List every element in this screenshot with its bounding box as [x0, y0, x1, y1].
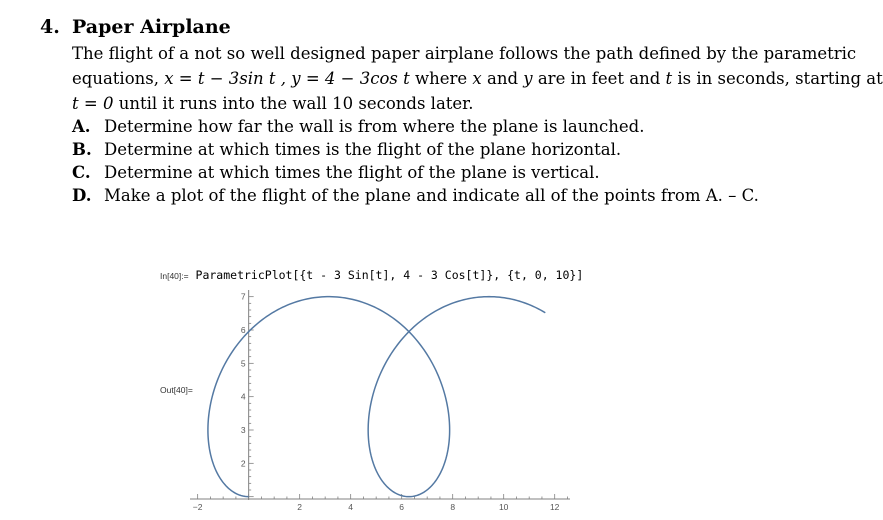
statement-text: equations, — [72, 69, 165, 88]
part-text: Determine at which times is the flight of the plane horizontal. — [104, 140, 622, 159]
statement-text: are in feet and — [532, 69, 666, 88]
plot-curve — [208, 297, 545, 497]
part-text: Make a plot of the flight of the plane and indicate all of the points from A. – C. — [104, 186, 759, 205]
x-tick-label: 12 — [549, 502, 560, 512]
x-tick-label: 2 — [297, 502, 303, 512]
part-letter: B. — [72, 140, 92, 159]
y-tick-label: 2 — [240, 458, 246, 469]
output-label: Out[40]= — [160, 385, 193, 395]
problem-title — [40, 16, 231, 38]
part-d — [72, 184, 862, 207]
problem-number: 4. — [40, 16, 60, 38]
part-text: Determine at which times the flight of the plane is vertical. — [104, 163, 600, 182]
parametric-plot — [190, 290, 570, 512]
y-tick-label: 6 — [240, 325, 246, 335]
y-tick-label: 7 — [240, 291, 246, 302]
x-tick-label: 10 — [498, 502, 509, 512]
statement-text: where — [409, 69, 473, 88]
part-letter: C. — [72, 163, 91, 182]
variable-x: x — [472, 69, 482, 88]
y-tick-label: 5 — [240, 358, 246, 369]
x-tick-label: 6 — [399, 502, 405, 512]
statement-line-1: The flight of a not so well designed paper airplane follows the path defined by the parametric — [72, 44, 857, 63]
variable-t: t — [665, 69, 673, 88]
part-b — [72, 138, 862, 161]
problem-parts — [72, 115, 862, 207]
y-tick-label: 4 — [240, 391, 246, 402]
x-tick-label: −2 — [192, 502, 203, 512]
x-tick-label: 8 — [450, 502, 456, 512]
statement-text: until it runs into the wall 10 seconds later. — [113, 94, 474, 113]
equation-t0: t = 0 — [72, 94, 114, 113]
part-a — [72, 115, 862, 138]
x-tick-label: 4 — [348, 502, 354, 512]
part-text: Determine how far the wall is from where the plane is launched. — [104, 117, 645, 136]
equation-y: y = 4 − 3cos t — [291, 69, 410, 88]
statement-line-3 — [72, 91, 862, 116]
statement-line-2 — [72, 66, 883, 91]
equation-x: x = t − 3sin t , — [164, 69, 287, 88]
input-code: ParametricPlot[{t - 3 Sin[t], 4 - 3 Cos[t]}, {t, 0, 10}] — [195, 268, 584, 282]
problem-title-text: Paper Airplane — [72, 16, 231, 38]
statement-text: and — [481, 69, 524, 88]
input-label: In[40]:= — [160, 271, 189, 281]
problem-statement — [72, 41, 883, 116]
mathematica-input — [160, 268, 583, 282]
part-letter: D. — [72, 186, 92, 205]
part-letter: A. — [72, 117, 91, 136]
y-tick-label: 3 — [240, 425, 246, 435]
variable-y: y — [523, 69, 533, 88]
statement-text: is in seconds, starting at — [672, 69, 883, 88]
part-c — [72, 161, 862, 184]
